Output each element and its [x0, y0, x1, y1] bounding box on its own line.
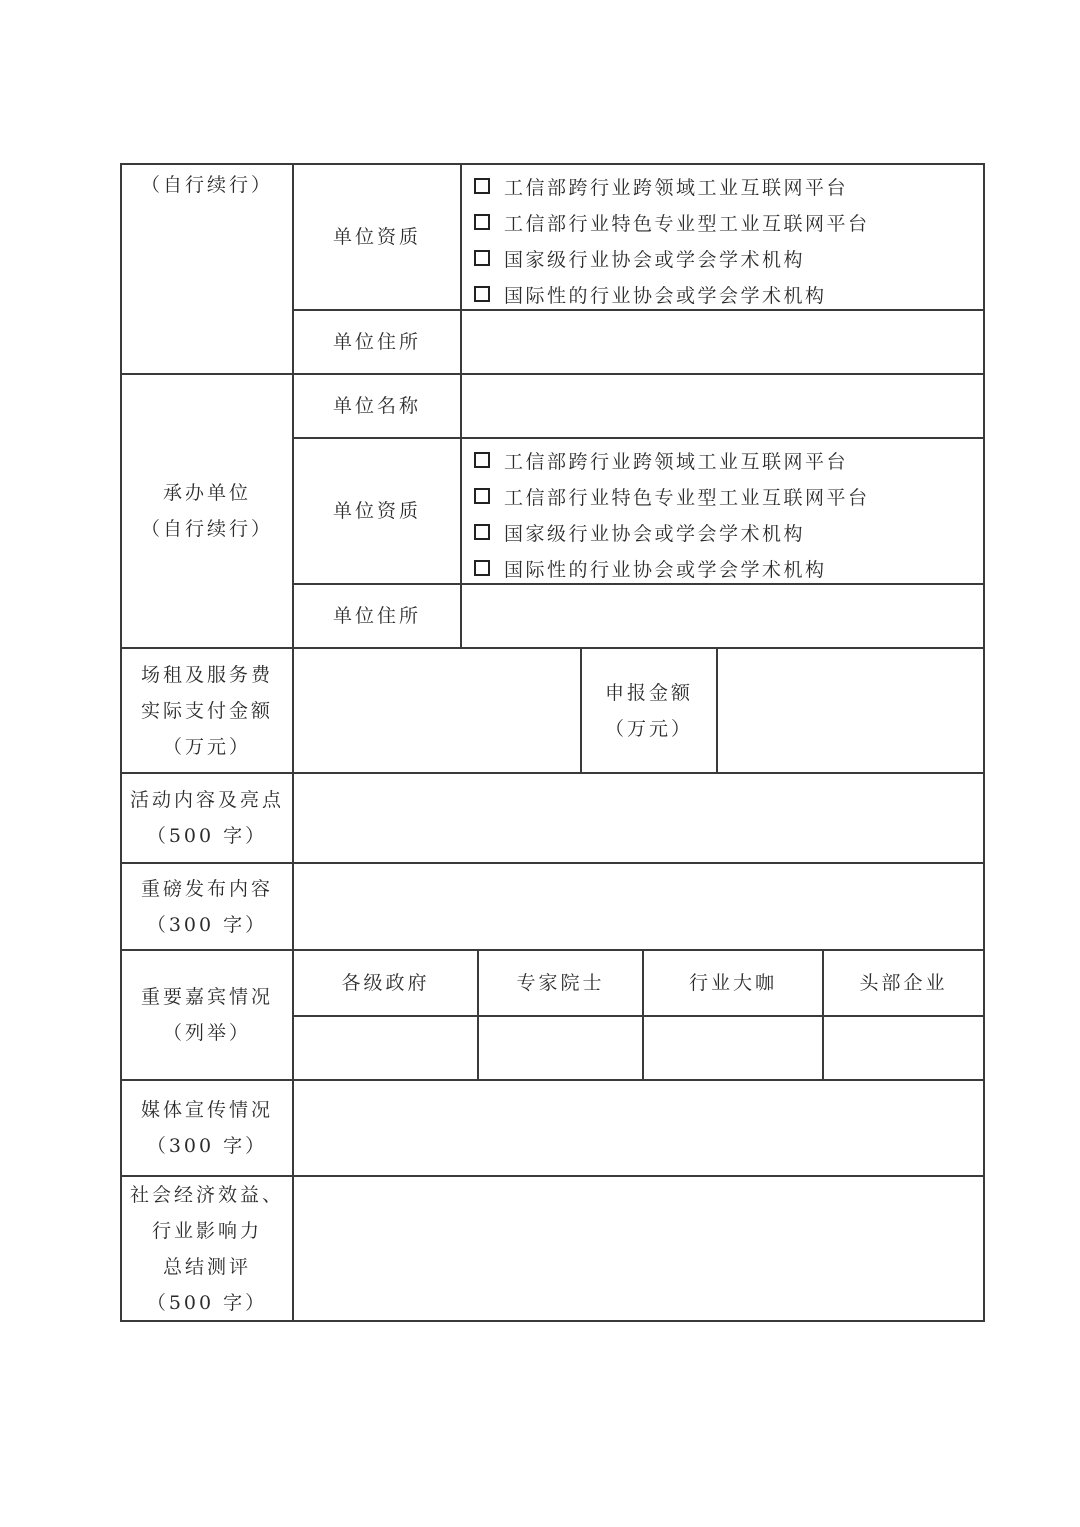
activity-label: 活动内容及亮点 （500 字）: [129, 789, 284, 847]
organizer-address-field[interactable]: [462, 585, 983, 647]
top-address-field[interactable]: [462, 311, 983, 373]
fees-actual-label: 场租及服务费 实际支付金额 （万元）: [140, 663, 273, 758]
checkbox-option[interactable]: 国际性的行业协会或学会学术机构: [472, 550, 870, 586]
checkbox-option[interactable]: 国家级行业协会或学会学术机构: [472, 240, 870, 276]
guests-col-industry-leaders: 行业大咖: [688, 972, 777, 994]
guests-industry-leaders-field[interactable]: [644, 1017, 822, 1079]
checkbox-icon[interactable]: [474, 560, 490, 576]
top-qualification-options: [472, 168, 870, 312]
checkbox-icon[interactable]: [474, 452, 490, 468]
organizer-name-label: 单位名称: [332, 395, 421, 417]
checkbox-option[interactable]: 工信部行业特色专业型工业互联网平台: [472, 204, 870, 240]
top-address-label: 单位住所: [332, 331, 421, 353]
checkbox-icon[interactable]: [474, 524, 490, 540]
table-border-right: [983, 163, 985, 1321]
organizer-qualification-label: 单位资质: [332, 500, 421, 522]
fees-declared-label: 申报金额 （万元）: [604, 681, 693, 740]
checkbox-option[interactable]: 工信部行业特色专业型工业互联网平台: [472, 478, 870, 514]
release-field[interactable]: [294, 864, 983, 949]
top-qualification-label: 单位资质: [332, 226, 421, 248]
checkbox-icon[interactable]: [474, 286, 490, 302]
fees-declared-field[interactable]: [718, 649, 983, 772]
guests-leading-enterprises-field[interactable]: [824, 1017, 983, 1079]
organizer-address-label: 单位住所: [332, 605, 421, 627]
media-label: 媒体宣传情况 （300 字）: [140, 1099, 273, 1157]
benefit-label: 社会经济效益、 行业影响力 总结测评 （500 字）: [129, 1183, 284, 1314]
checkbox-icon[interactable]: [474, 214, 490, 230]
guests-label: 重要嘉宾情况 （列举）: [140, 986, 273, 1044]
media-field[interactable]: [294, 1081, 983, 1175]
activity-field[interactable]: [294, 774, 983, 862]
checkbox-option[interactable]: 工信部跨行业跨领域工业互联网平台: [472, 168, 870, 204]
checkbox-option[interactable]: 国家级行业协会或学会学术机构: [472, 514, 870, 550]
guests-col-leading-enterprises: 头部企业: [859, 972, 948, 994]
organizer-qualification-options: [472, 442, 870, 586]
checkbox-icon[interactable]: [474, 250, 490, 266]
guests-government-field[interactable]: [294, 1017, 477, 1079]
guests-col-academicians: 专家院士: [516, 972, 605, 994]
top-section-note: （自行续行）: [140, 174, 273, 196]
fees-actual-field[interactable]: [294, 649, 580, 772]
organizer-label: 承办单位 （自行续行）: [140, 482, 273, 540]
checkbox-option[interactable]: 工信部跨行业跨领域工业互联网平台: [472, 442, 870, 478]
guests-academicians-field[interactable]: [479, 1017, 642, 1079]
checkbox-option[interactable]: 国际性的行业协会或学会学术机构: [472, 276, 870, 312]
checkbox-icon[interactable]: [474, 178, 490, 194]
guests-col-government: 各级政府: [341, 972, 430, 994]
organizer-name-field[interactable]: [462, 375, 983, 437]
benefit-field[interactable]: [294, 1177, 983, 1320]
release-label: 重磅发布内容 （300 字）: [140, 877, 273, 936]
checkbox-icon[interactable]: [474, 488, 490, 504]
